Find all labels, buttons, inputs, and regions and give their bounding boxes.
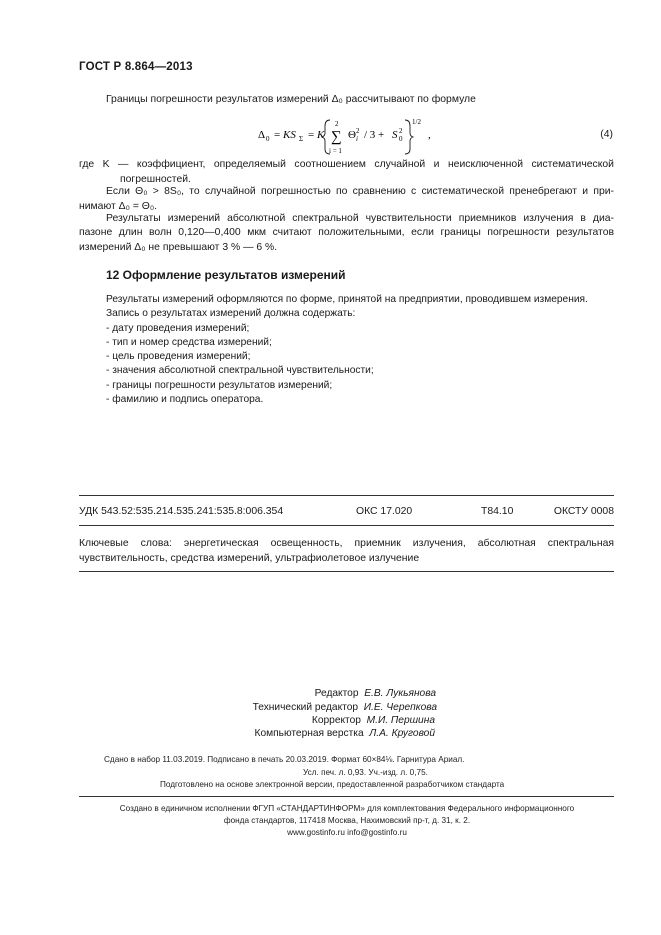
formula-sum-sign: ∑ bbox=[331, 129, 342, 145]
footer-line2: фонда стандартов, 117418 Москва, Нахимовский пр-т, д. 31, к. 2. bbox=[223, 816, 471, 825]
list-item: - дату проведения измерений; bbox=[106, 322, 250, 334]
credit-layout bbox=[255, 728, 435, 739]
where-k-line1: где K — коэффициент, определяемый соотношением случайной и неисключенной систематической bbox=[79, 159, 614, 170]
section-12-line1: Результаты измерений оформляются по форме, принятой на предприятии, проводившем измерения. bbox=[106, 294, 588, 305]
formula-k: K bbox=[317, 129, 325, 141]
formula-comma: , bbox=[428, 129, 431, 141]
section-12-body bbox=[106, 293, 588, 407]
results-line3: измерений Δ₀ не превышают 3 % — 6 %. bbox=[79, 242, 278, 253]
formula-svg bbox=[258, 116, 448, 160]
footer-links[interactable]: www.gostinfo.ru info@gostinfo.ru bbox=[287, 828, 407, 837]
credit-tech-editor bbox=[253, 702, 437, 713]
section-12-line2: Запись о результатах измерений должна содержать: bbox=[106, 308, 356, 320]
credit-editor bbox=[315, 688, 436, 699]
t-code: Т84.10 bbox=[481, 506, 514, 517]
credit-role: Редактор bbox=[314, 688, 359, 699]
formula-sum-bottom: i = 1 bbox=[329, 147, 342, 155]
formula-delta: Δ bbox=[258, 129, 266, 141]
list-item: - границы погрешности результатов измерений; bbox=[106, 379, 333, 391]
formula-sigma-sub: Σ bbox=[299, 135, 304, 143]
list-item: - значения абсолютной спектральной чувствительности; bbox=[106, 365, 374, 377]
formula-s: S bbox=[392, 129, 398, 141]
divider-bottom bbox=[79, 571, 614, 572]
keywords-line2: чувствительность, средства измерений, ультрафиолетовое излучение bbox=[79, 553, 420, 564]
imprint-line2: Усл. печ. л. 0,93. Уч.-изд. л. 0,75. bbox=[303, 768, 428, 777]
results-line2: пазоне длин волн 0,120—0,400 мкм считают положительными, если границы погрешности результатов bbox=[79, 227, 614, 238]
if-theta-line1: Если Θ₀ > 8S₀, то случайной погрешностью по сравнению с систематической пренебрегают и при- bbox=[106, 186, 614, 197]
footer-line1: Создано в единичном исполнении ФГУП «СТАНДАРТИНФОРМ» для комплектования Федерального информационного bbox=[119, 804, 575, 813]
section-12-title: 12 Оформление результатов измерений bbox=[106, 268, 346, 282]
divider-footer bbox=[79, 796, 614, 797]
imprint-line3: Подготовлено на основе электронной версии, предоставленной разработчиком стандарта bbox=[160, 780, 505, 789]
formula-s-square: 2 bbox=[399, 127, 403, 135]
formula-sum-top: 2 bbox=[335, 120, 339, 128]
equation-number: (4) bbox=[600, 129, 613, 140]
formula-exponent: 1/2 bbox=[412, 118, 421, 126]
bounds-intro-text: Границы погрешности результатов измерений Δ₀ рассчитывают по формуле bbox=[106, 94, 476, 105]
formula-s-sub-zero: 0 bbox=[399, 135, 403, 143]
formula-ks: KS bbox=[283, 129, 296, 141]
credit-name: И.Е. Черепкова bbox=[363, 702, 437, 713]
formula-4 bbox=[258, 116, 448, 160]
formula-sub-zero: 0 bbox=[266, 135, 270, 143]
keywords-line1: Ключевые слова: энергетическая освещенность, приемник излучения, абсолютная спектральная bbox=[79, 538, 614, 549]
formula-equals: = bbox=[274, 129, 281, 141]
credit-role: Технический редактор bbox=[252, 702, 359, 713]
formula-equals-2: = bbox=[308, 129, 315, 141]
credit-role: Компьютерная верстка bbox=[254, 728, 364, 739]
if-theta-line2: нимают Δ₀ = Θ₀. bbox=[79, 201, 158, 212]
credit-name: Е.В. Лукьянова bbox=[364, 688, 436, 699]
okstu-code: ОКСТУ 0008 bbox=[553, 506, 614, 517]
oks-code: ОКС 17.020 bbox=[356, 506, 413, 517]
list-item: - тип и номер средства измерений; bbox=[106, 336, 272, 348]
formula-theta: Θ bbox=[348, 129, 356, 141]
standard-code-header: ГОСТ Р 8.864—2013 bbox=[79, 61, 193, 73]
list-item: - цель проведения измерений; bbox=[106, 351, 251, 363]
results-line1: Результаты измерений абсолютной спектральной чувствительности приемников излучения в диа- bbox=[106, 213, 614, 224]
credit-name: Л.А. Круговой bbox=[369, 728, 435, 739]
where-k-line2: погрешностей. bbox=[120, 174, 191, 185]
imprint-line1: Сдано в набор 11.03.2019. Подписано в печать 20.03.2019. Формат 60×84⅛. Гарнитура Ариал. bbox=[104, 755, 465, 764]
divider-middle bbox=[79, 525, 614, 526]
divider-top bbox=[79, 495, 614, 496]
formula-div-three: / 3 + bbox=[364, 129, 385, 141]
list-item: - фамилию и подпись оператора. bbox=[106, 394, 264, 406]
formula-theta-sub-i: i bbox=[356, 135, 358, 143]
credit-name: М.И. Першина bbox=[366, 715, 435, 726]
credit-corrector bbox=[312, 715, 435, 726]
udc-code: УДК 543.52:535.214.535.241:535.8:006.354 bbox=[79, 506, 284, 517]
credit-role: Корректор bbox=[311, 715, 361, 726]
formula-theta-square: 2 bbox=[356, 127, 360, 135]
